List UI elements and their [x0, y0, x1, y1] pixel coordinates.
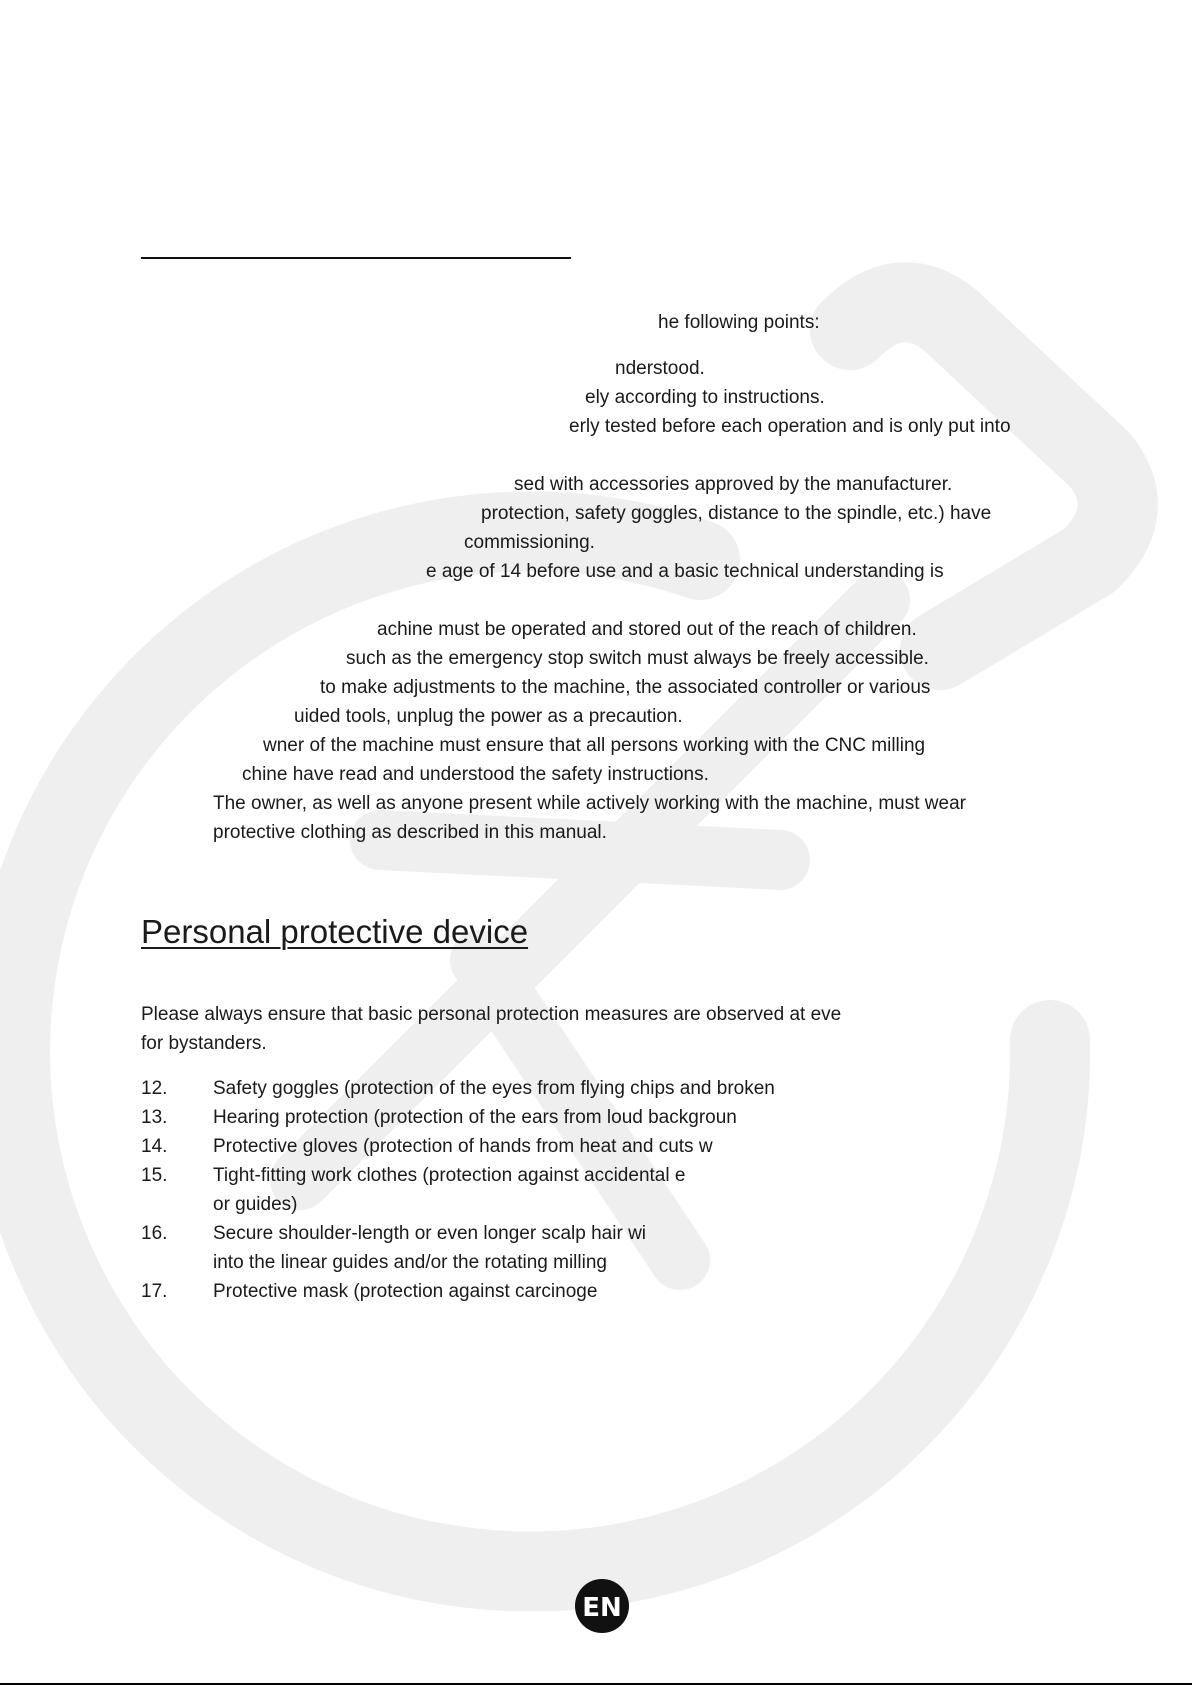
footer-logo: [574, 1578, 630, 1634]
intro-point: to make adjustments to the machine, the associated controller or various: [320, 677, 931, 698]
intro-point: sed with accessories approved by the manufacturer.: [514, 474, 953, 495]
intro-point: protective clothing as described in this manual.: [213, 822, 607, 843]
intro-point: erly tested before each operation and is only put into: [569, 416, 1011, 437]
list-item-text: Protective mask (protection against carcinoge: [213, 1281, 598, 1302]
list-item-number: 16.: [141, 1223, 168, 1244]
intro-point: achine must be operated and stored out of the reach of children.: [377, 619, 917, 640]
intro-point: commissioning.: [464, 532, 595, 553]
header-rule: [141, 257, 571, 259]
list-item-text: Tight-fitting work clothes (protection against accidental e: [213, 1165, 686, 1186]
intro-point: wner of the machine must ensure that all persons working with the CNC milling: [263, 735, 926, 756]
list-item-text: Safety goggles (protection of the eyes from flying chips and broken: [213, 1078, 775, 1099]
intro-point: The owner, as well as anyone present while actively working with the machine, must wear: [213, 793, 966, 814]
list-item-text: Hearing protection (protection of the ears from loud backgroun: [213, 1107, 737, 1128]
intro-lead: he following points:: [658, 312, 820, 333]
list-item-number: 15.: [141, 1165, 168, 1186]
svg-text:EN: EN: [582, 1593, 622, 1623]
list-item-number: 12.: [141, 1078, 168, 1099]
list-item-number: 13.: [141, 1107, 168, 1128]
list-item-text: Protective gloves (protection of hands from heat and cuts w: [213, 1136, 713, 1157]
section-heading: Personal protective device: [141, 913, 529, 950]
list-item-number: 14.: [141, 1136, 168, 1157]
intro-point: such as the emergency stop switch must always be freely accessible.: [346, 648, 929, 669]
list-item-text: Secure shoulder-length or even longer scalp hair wi: [213, 1223, 647, 1244]
intro-point: ely according to instructions.: [585, 387, 825, 408]
section-intro: Please always ensure that basic personal protection measures are observed at eve: [141, 1004, 842, 1025]
intro-point: nderstood.: [615, 358, 705, 379]
intro-point: chine have read and understood the safety instructions.: [242, 764, 709, 785]
list-item-number: 17.: [141, 1281, 168, 1302]
list-item-text: into the linear guides and/or the rotating milling: [213, 1252, 607, 1273]
intro-point: uided tools, unplug the power as a precaution.: [294, 706, 683, 727]
intro-point: protection, safety goggles, distance to the spindle, etc.) have: [481, 503, 992, 524]
list-item-text: or guides): [213, 1194, 298, 1215]
intro-point: e age of 14 before use and a basic technical understanding is: [426, 561, 944, 582]
section-intro: for bystanders.: [141, 1033, 267, 1054]
